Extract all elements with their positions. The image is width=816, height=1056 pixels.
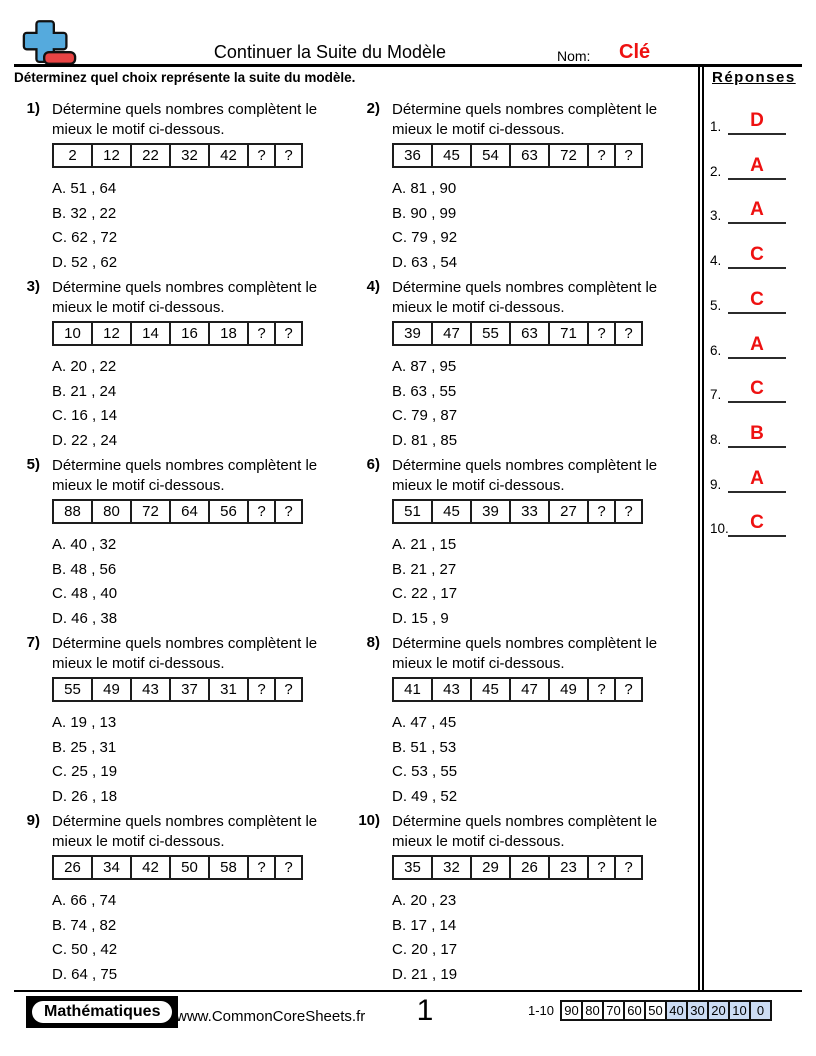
sequence-cell: 49 (91, 677, 132, 702)
sequence-cell: ? (587, 143, 616, 168)
sequence-cell: 72 (130, 499, 171, 524)
choices-list (52, 533, 348, 631)
problem-body (52, 634, 348, 809)
answer-item-5 (704, 286, 816, 314)
choice-option: A. 40 , 32 (52, 536, 117, 553)
sequence-cell: 16 (169, 321, 210, 346)
choice-option: A. 87 , 95 (392, 358, 457, 375)
choice-option: D. 26 , 18 (52, 787, 118, 805)
choice-option: D. 63 , 54 (392, 253, 458, 271)
score-cells (560, 1000, 772, 1021)
sequence-cell: 80 (91, 499, 132, 524)
sequence-cell: 18 (208, 321, 249, 346)
problem-7 (28, 634, 348, 809)
choice-option: A. 66 , 74 (52, 892, 117, 909)
answer-item-9 (704, 465, 816, 493)
answer-item-8 (704, 420, 816, 448)
score-cell: 10 (728, 1000, 751, 1021)
sequence-cell: ? (247, 499, 276, 524)
choice-option: C. 25 , 19 (52, 763, 118, 781)
answer-number: 1. (710, 119, 722, 134)
sequence-cell: ? (614, 499, 643, 524)
answer-number: 6. (710, 343, 722, 358)
sequence-cell: 42 (208, 143, 249, 168)
sequence-cell: 2 (52, 143, 93, 168)
answers-title: Réponses (712, 69, 796, 86)
footer-rule (14, 990, 802, 992)
sequence-cell: 35 (392, 855, 433, 880)
sequence-cell: 14 (130, 321, 171, 346)
sequence-cell: 49 (548, 677, 589, 702)
problem-prompt: Détermine quels nombres complètent le mieux le motif ci-dessous. (52, 813, 318, 850)
choices-list (52, 355, 348, 453)
score-cell: 70 (602, 1000, 625, 1021)
answer-letter: A (728, 334, 786, 359)
problem-1 (28, 100, 348, 275)
problem-prompt: Détermine quels nombres complètent le mieux le motif ci-dessous. (52, 457, 318, 494)
problem-4 (368, 278, 688, 453)
sequence-cell: 36 (392, 143, 433, 168)
sequence-cell: ? (614, 143, 643, 168)
answer-letter: C (728, 378, 786, 403)
score-cell: 0 (749, 1000, 772, 1021)
choice-option: B. 90 , 99 (392, 204, 457, 222)
sequence-table (392, 143, 688, 168)
instruction-text: Déterminez quel choix représente la suite du modèle. (14, 70, 356, 85)
problem-number: 2) (366, 100, 380, 117)
sequence-cell: 47 (509, 677, 550, 702)
sequence-cell: 58 (208, 855, 249, 880)
sequence-table (52, 499, 348, 524)
sequence-cell: 12 (91, 321, 132, 346)
problem-number: 4) (366, 278, 380, 295)
name-label: Nom: (557, 48, 591, 64)
problem-body (392, 634, 688, 809)
sequence-cell: 64 (169, 499, 210, 524)
sequence-cell: ? (587, 855, 616, 880)
problem-body (52, 100, 348, 275)
choice-option: D. 46 , 38 (52, 609, 118, 627)
score-cell: 90 (560, 1000, 583, 1021)
answer-number: 3. (710, 208, 722, 223)
score-range-label: 1-10 (528, 1003, 555, 1018)
sequence-cell: 32 (169, 143, 210, 168)
sequence-cell: 39 (392, 321, 433, 346)
sequence-cell: 45 (431, 143, 472, 168)
sequence-cell: 26 (509, 855, 550, 880)
subject-label: Mathématiques (32, 1001, 172, 1023)
choice-option: B. 48 , 56 (52, 560, 117, 578)
sequence-cell: ? (587, 321, 616, 346)
sequence-cell: 50 (169, 855, 210, 880)
sequence-cell: 88 (52, 499, 93, 524)
problem-10 (358, 812, 688, 987)
choice-option: D. 49 , 52 (392, 787, 458, 805)
page-number: 1 (416, 994, 434, 1027)
sequence-cell: ? (274, 321, 303, 346)
sequence-table (52, 855, 348, 880)
sequence-cell: 63 (509, 143, 550, 168)
sequence-cell: 47 (431, 321, 472, 346)
sequence-cell: 26 (52, 855, 93, 880)
answer-number: 5. (710, 298, 722, 313)
name-value-key: Clé (619, 41, 651, 63)
sequence-cell: 41 (392, 677, 433, 702)
choice-option: C. 62 , 72 (52, 229, 118, 247)
sequence-cell: 33 (509, 499, 550, 524)
choice-option: C. 79 , 92 (392, 229, 458, 247)
choices-list (52, 889, 348, 987)
answer-letter: C (728, 244, 786, 269)
sequence-cell: ? (614, 321, 643, 346)
problem-prompt: Détermine quels nombres complètent le mieux le motif ci-dessous. (392, 635, 658, 672)
choice-option: C. 53 , 55 (392, 763, 458, 781)
sequence-cell: 23 (548, 855, 589, 880)
problem-body (392, 812, 688, 987)
sequence-cell: ? (274, 855, 303, 880)
choice-option: A. 47 , 45 (392, 714, 457, 731)
sequence-cell: 31 (208, 677, 249, 702)
problem-5 (28, 456, 348, 631)
choice-option: A. 20 , 22 (52, 358, 117, 375)
score-table (528, 1000, 772, 1021)
sequence-cell: ? (247, 677, 276, 702)
choice-option: A. 19 , 13 (52, 714, 117, 731)
answer-letter: A (728, 199, 786, 224)
choices-list (52, 711, 348, 809)
choices-list (392, 711, 688, 809)
problem-prompt: Détermine quels nombres complètent le mieux le motif ci-dessous. (52, 635, 318, 672)
problem-body (392, 278, 688, 453)
choice-option: B. 63 , 55 (392, 382, 457, 400)
sequence-table (52, 321, 348, 346)
sequence-cell: 22 (130, 143, 171, 168)
problem-9 (28, 812, 348, 987)
problem-number: 9) (26, 812, 40, 829)
choice-option: D. 64 , 75 (52, 965, 118, 983)
answer-number: 10. (710, 521, 729, 536)
choice-option: D. 22 , 24 (52, 431, 118, 449)
choice-option: B. 17 , 14 (392, 916, 457, 934)
choice-option: B. 25 , 31 (52, 738, 117, 756)
sequence-cell: ? (247, 321, 276, 346)
sequence-table (392, 499, 688, 524)
sequence-cell: 39 (470, 499, 511, 524)
sequence-table (52, 143, 348, 168)
answer-item-2 (704, 152, 816, 180)
answer-number: 4. (710, 253, 722, 268)
problem-2 (368, 100, 688, 275)
choice-option: C. 20 , 17 (392, 941, 458, 959)
sequence-cell: 43 (130, 677, 171, 702)
choice-option: C. 22 , 17 (392, 585, 458, 603)
problem-body (392, 100, 688, 275)
subject-badge (26, 996, 178, 1028)
sequence-cell: 42 (130, 855, 171, 880)
answer-number: 7. (710, 387, 722, 402)
sequence-table (392, 677, 688, 702)
answer-number: 8. (710, 432, 722, 447)
choices-list (392, 533, 688, 631)
sequence-cell: 55 (52, 677, 93, 702)
choice-option: B. 21 , 24 (52, 382, 117, 400)
sequence-cell: 72 (548, 143, 589, 168)
sequence-cell: 29 (470, 855, 511, 880)
problem-prompt: Détermine quels nombres complètent le mieux le motif ci-dessous. (392, 457, 658, 494)
choice-option: A. 20 , 23 (392, 892, 457, 909)
choice-option: B. 74 , 82 (52, 916, 117, 934)
problem-8 (368, 634, 688, 809)
choice-option: C. 48 , 40 (52, 585, 118, 603)
sequence-cell: 37 (169, 677, 210, 702)
choice-option: A. 21 , 15 (392, 536, 457, 553)
choice-option: A. 81 , 90 (392, 180, 457, 197)
problem-number: 3) (26, 278, 40, 295)
choice-option: C. 16 , 14 (52, 407, 118, 425)
sequence-cell: ? (614, 855, 643, 880)
sequence-cell: 32 (431, 855, 472, 880)
problem-number: 5) (26, 456, 40, 473)
header-rule (14, 64, 802, 67)
choice-option: D. 21 , 19 (392, 965, 458, 983)
answer-item-10 (704, 509, 816, 537)
sequence-cell: 12 (91, 143, 132, 168)
problem-prompt: Détermine quels nombres complètent le mieux le motif ci-dessous. (392, 813, 658, 850)
score-cell: 30 (686, 1000, 709, 1021)
answer-letter: A (728, 468, 786, 493)
sequence-cell: 54 (470, 143, 511, 168)
sequence-cell: 43 (431, 677, 472, 702)
choice-option: D. 52 , 62 (52, 253, 118, 271)
sequence-cell: ? (274, 677, 303, 702)
answer-item-3 (704, 196, 816, 224)
choices-list (392, 889, 688, 987)
problem-body (52, 278, 348, 453)
answer-letter: D (728, 110, 786, 135)
choice-option: B. 21 , 27 (392, 560, 457, 578)
problem-number: 8) (366, 634, 380, 651)
choice-option: B. 51 , 53 (392, 738, 457, 756)
sequence-table (52, 677, 348, 702)
choices-list (392, 355, 688, 453)
choice-option: B. 32 , 22 (52, 204, 117, 222)
problem-3 (28, 278, 348, 453)
choice-option: C. 50 , 42 (52, 941, 118, 959)
problem-number: 10) (358, 812, 380, 829)
answer-item-1 (704, 107, 816, 135)
answers-panel (704, 0, 816, 990)
sequence-cell: ? (274, 499, 303, 524)
choices-list (392, 177, 688, 275)
problem-number: 6) (366, 456, 380, 473)
website-link[interactable]: www.CommonCoreSheets.fr (176, 1008, 366, 1025)
problem-number: 1) (26, 100, 40, 117)
sequence-cell: 34 (91, 855, 132, 880)
score-cell: 80 (581, 1000, 604, 1021)
sequence-cell: ? (247, 855, 276, 880)
choice-option: A. 51 , 64 (52, 180, 117, 197)
answer-item-7 (704, 375, 816, 403)
choice-option: C. 79 , 87 (392, 407, 458, 425)
choice-option: D. 15 , 9 (392, 609, 449, 627)
score-cell: 50 (644, 1000, 667, 1021)
sequence-cell: 55 (470, 321, 511, 346)
problem-body (52, 812, 348, 987)
answer-number: 2. (710, 164, 722, 179)
problem-prompt: Détermine quels nombres complètent le mieux le motif ci-dessous. (392, 101, 658, 138)
score-cell: 20 (707, 1000, 730, 1021)
answer-item-4 (704, 241, 816, 269)
problem-prompt: Détermine quels nombres complètent le mieux le motif ci-dessous. (52, 279, 318, 316)
sequence-cell: 45 (431, 499, 472, 524)
answer-letter: C (728, 512, 786, 537)
sequence-cell: ? (587, 499, 616, 524)
answer-letter: B (728, 423, 786, 448)
score-cell: 40 (665, 1000, 688, 1021)
sequence-cell: 71 (548, 321, 589, 346)
sequence-cell: 45 (470, 677, 511, 702)
problem-prompt: Détermine quels nombres complètent le mieux le motif ci-dessous. (52, 101, 318, 138)
answer-number: 9. (710, 477, 722, 492)
sequence-cell: ? (614, 677, 643, 702)
choice-option: D. 81 , 85 (392, 431, 458, 449)
sequence-cell: ? (247, 143, 276, 168)
answer-letter: A (728, 155, 786, 180)
answer-letter: C (728, 289, 786, 314)
sequence-cell: ? (274, 143, 303, 168)
problem-number: 7) (26, 634, 40, 651)
sequence-cell: 56 (208, 499, 249, 524)
problem-prompt: Détermine quels nombres complètent le mieux le motif ci-dessous. (392, 279, 658, 316)
sequence-cell: 63 (509, 321, 550, 346)
problem-body (52, 456, 348, 631)
answer-item-6 (704, 331, 816, 359)
sequence-cell: 10 (52, 321, 93, 346)
sequence-cell: 51 (392, 499, 433, 524)
page-title: Continuer la Suite du Modèle (213, 42, 447, 62)
problem-body (392, 456, 688, 631)
sequence-cell: 27 (548, 499, 589, 524)
problem-6 (368, 456, 688, 631)
sequence-table (392, 855, 688, 880)
choices-list (52, 177, 348, 275)
score-cell: 60 (623, 1000, 646, 1021)
sequence-cell: ? (587, 677, 616, 702)
sequence-table (392, 321, 688, 346)
